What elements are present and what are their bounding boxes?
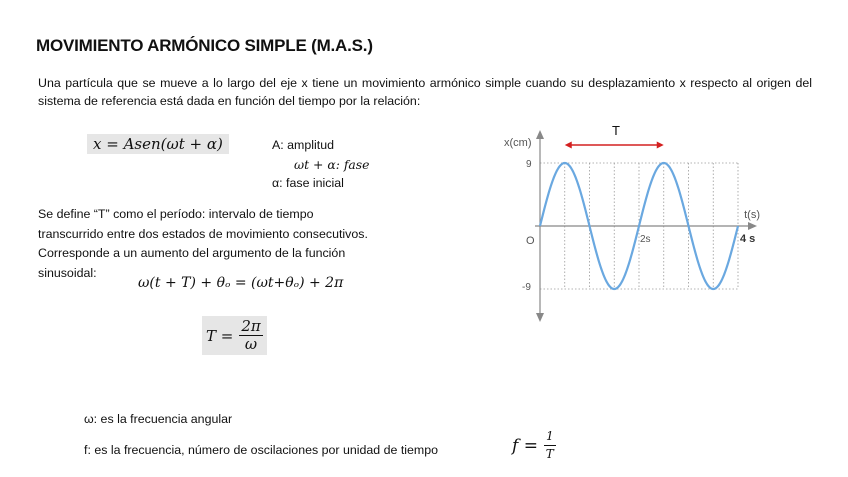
y-tick-min: -9 [522,282,531,293]
x-axis-label: t(s) [744,209,760,221]
frequency-equation [512,428,556,463]
period-desc-line: sinusoidal: [38,265,97,280]
amplitude-definition: A: amplitud [272,138,334,152]
definitions-list [272,136,370,193]
period-label: T [612,123,620,138]
period-desc-line: Se define “T” como el período: intervalo de tiempo [38,207,314,221]
frequency-equation-lhs: f = [512,435,538,456]
shm-equation: x = Asen(ωt + α) [87,134,229,154]
period-arrowhead-left [565,142,572,149]
frequency-definition: f: es la frecuencia, número de oscilaciones por unidad de tiempo [84,443,439,457]
frequency-fraction [544,428,556,463]
y-axis-label: x(cm) [504,137,532,149]
phase-definition: ωt + α: fase [294,157,370,172]
intro-paragraph: Una partícula que se mueve a lo largo del eje x tiene un movimiento armónico simple cuando su desplazamiento x respecto al origen del sistema de referencia está dada en función del tiempo por la relación: [38,76,812,108]
page-title: MOVIMIENTO ARMÓNICO SIMPLE (M.A.S.) [36,36,373,55]
period-equation [202,316,267,355]
period-denominator: ω [244,335,258,353]
period-description [38,205,418,283]
period-desc-line: Corresponde a un aumento del argumento de la función [38,246,346,260]
angular-frequency-definition: ω: es la frecuencia angular [84,412,233,426]
period-equation-lhs: T = [206,326,234,345]
y-axis-arrowhead-down [536,313,544,322]
period-fraction [239,318,262,353]
period-arrowhead-right [657,142,664,149]
x-axis-arrowhead [748,222,757,230]
x-tick-2s: 2s [640,234,651,245]
x-tick-4s: 4 s [740,233,756,245]
frequency-numerator: 1 [544,428,556,446]
phase-shift-equation: ω(t + T) + θₒ = (ωt+θₒ) + 2π [138,275,344,291]
y-tick-max: 9 [526,159,532,170]
initial-phase-definition: α: fase inicial [272,176,344,190]
origin-label: O [526,235,535,247]
period-numerator: 2π [241,317,261,335]
y-axis-arrowhead [536,130,544,139]
period-desc-line: transcurrido entre dos estados de movimiento consecutivos. [38,226,368,241]
frequency-denominator: T [545,447,554,461]
shm-displacement-graph [490,120,770,330]
